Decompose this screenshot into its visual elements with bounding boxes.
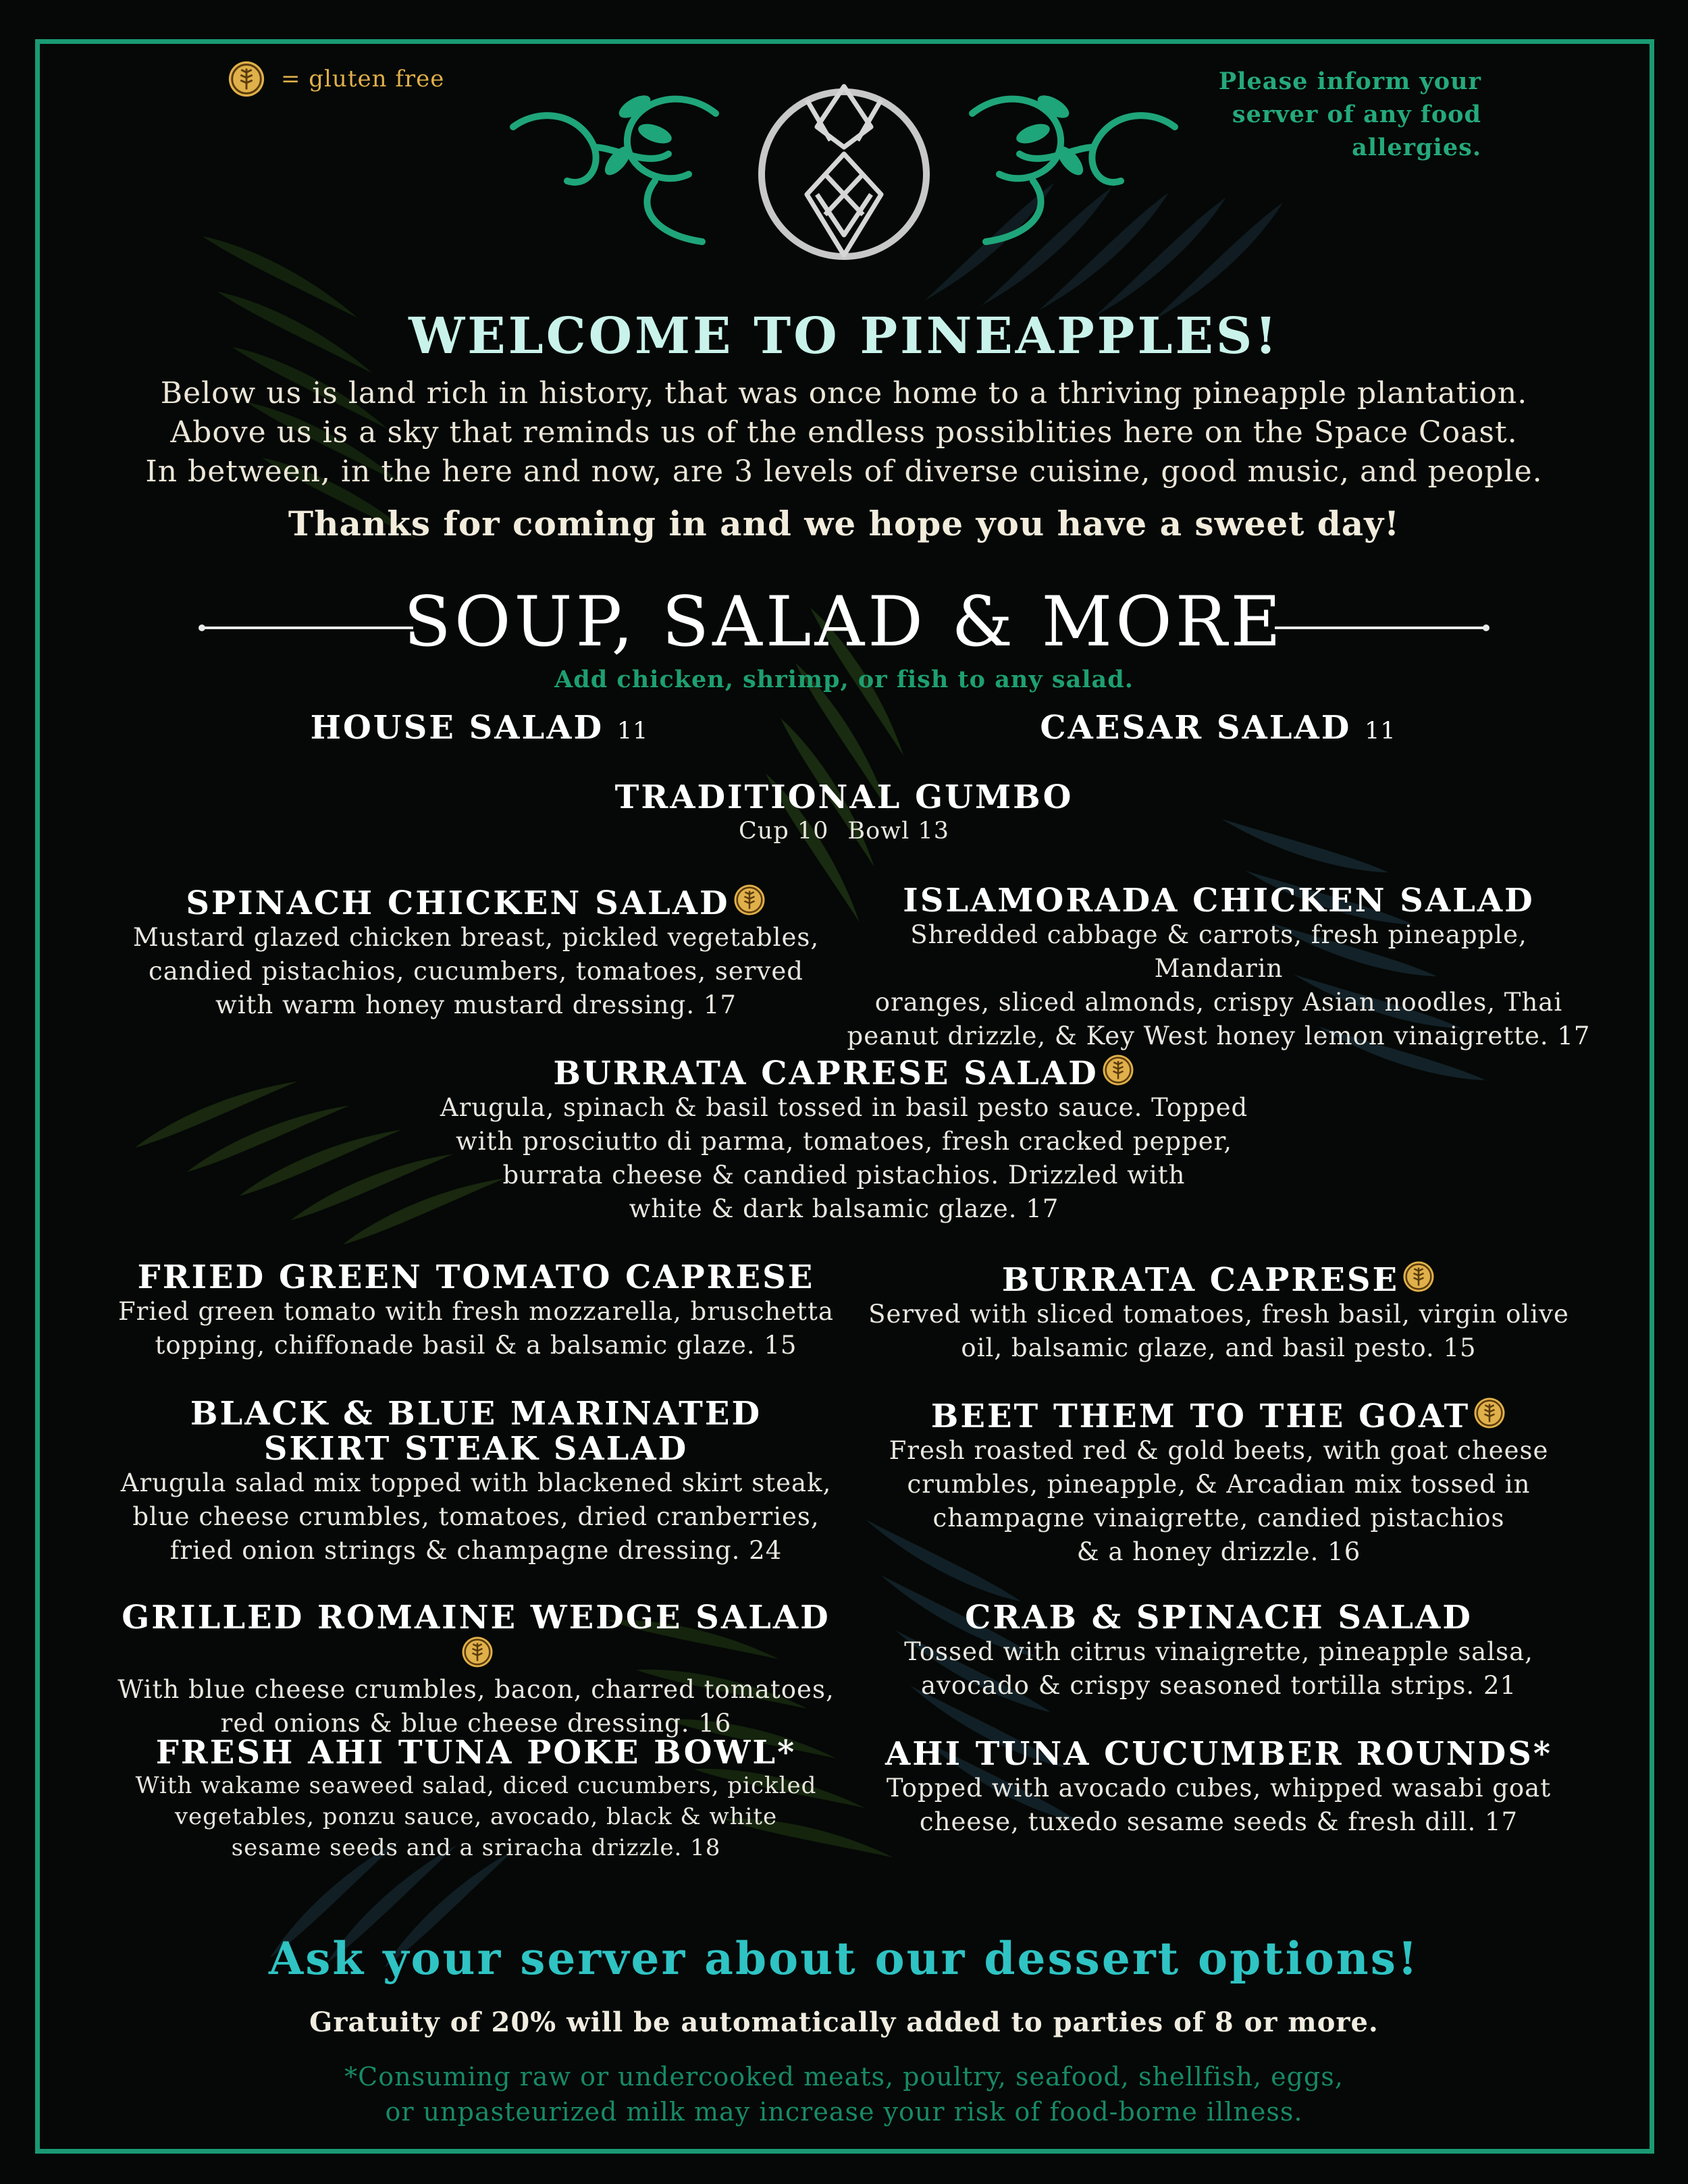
menu-item-spinach-chicken-salad: SPINACH CHICKEN SALAD Mustard glazed chicken breast, pickled vegetables, candied pistachios, cucumbers, tomatoes, served with warm honey mustard dressing. 17: [132, 884, 820, 1019]
section-subtitle: Add chicken, shrimp, or fish to any salad.: [554, 666, 1134, 693]
menu-item-gumbo: TRADITIONAL GUMBO Cup 10 Bowl 13: [614, 778, 1074, 845]
wheat-badge-icon: [227, 59, 266, 99]
menu-item-fried-green-tomato-caprese: FRIED GREEN TOMATO CAPRESE Fried green tomato with fresh mozzarella, bruschetta topping, chiffonade basil & a balsamic glaze. 15: [118, 1258, 834, 1360]
menu-item-caesar-salad: CAESAR SALAD 11: [1040, 709, 1396, 747]
wheat-badge-icon: [1101, 1053, 1135, 1087]
wheat-badge-icon: [733, 883, 766, 917]
wheat-badge-icon: [460, 1635, 494, 1669]
menu-item-grilled-romaine-wedge-salad: GRILLED ROMAINE WEDGE SALAD With blue cheese crumbles, bacon, charred tomatoes, red onions & blue cheese dressing. 16: [117, 1599, 835, 1738]
menu-item-ahi-tuna-poke-bowl: FRESH AHI TUNA POKE BOWL* With wakame seaweed salad, diced cucumbers, pickled vegetables, ponzu sauce, avocado, black & white sesame seeds and a sriracha drizzle. 18: [135, 1734, 817, 1861]
menu-item-beet-them-to-the-goat: BEET THEM TO THE GOAT Fresh roasted red & gold beets, with goat cheese crumbles, pineapple, & Arcadian mix tossed in champagne vinaigrette, candied pistachios & a honey drizzle. 16: [889, 1397, 1549, 1566]
thanks-line: Thanks for coming in and we hope you have a sweet day!: [288, 504, 1400, 543]
wheat-badge-icon: [1402, 1260, 1435, 1294]
allergy-notice: Please inform your server of any food allergies.: [1218, 68, 1481, 161]
dessert-notice: Ask your server about our dessert options!: [269, 1932, 1419, 1985]
menu-item-house-salad: HOUSE SALAD 11: [310, 709, 649, 747]
menu-item-burrata-caprese: BURRATA CAPRESE Served with sliced tomatoes, fresh basil, virgin olive oil, balsamic glaze, and basil pesto. 15: [868, 1261, 1569, 1362]
consumption-warning: *Consuming raw or undercooked meats, poultry, seafood, shellfish, eggs, or unpasteurized milk may increase your risk of food-borne illness.: [344, 2062, 1344, 2127]
menu-item-ahi-tuna-cucumber-rounds: AHI TUNA CUCUMBER ROUNDS* Topped with avocado cubes, whipped wasabi goat cheese, tuxedo sesame seeds & fresh dill. 17: [885, 1735, 1552, 1836]
welcome-intro: Below us is land rich in history, that was once home to a thriving pineapple plantation. Above us is a sky that reminds us of the endless possiblities here on the Space Coast. In between, in the here and now, are 3 levels of diverse cuisine, good music, and people.: [145, 376, 1543, 489]
section-title: SOUP, SALAD & MORE: [404, 582, 1284, 662]
menu-item-burrata-caprese-salad: BURRATA CAPRESE SALAD Arugula, spinach & basil tossed in basil pesto sauce. Topped with prosciutto di parma, tomatoes, fresh cracked pepper, burrata cheese & candied pistachios. Drizzled with white & dark balsamic glaze. 17: [440, 1055, 1248, 1223]
menu-item-crab-spinach-salad: CRAB & SPINACH SALAD Tossed with citrus vinaigrette, pineapple salsa, avocado & crispy seasoned tortilla strips. 21: [904, 1599, 1533, 1700]
welcome-title: WELCOME TO PINEAPPLES!: [408, 307, 1280, 365]
wheat-badge-icon: [1473, 1396, 1506, 1430]
gratuity-notice: Gratuity of 20% will be automatically added to parties of 8 or more.: [309, 2006, 1379, 2038]
menu-item-islamorada-chicken-salad: ISLAMORADA CHICKEN SALAD Shredded cabbage & carrots, fresh pineapple, Mandarin oranges, sliced almonds, crispy Asian noodles, Thai peanut drizzle, & Key West honey lemon vinaigrette. 17: [847, 882, 1591, 1050]
gluten-free-legend: = gluten free: [227, 59, 444, 99]
pineapple-logo-icon: [500, 73, 1188, 275]
menu-item-black-blue-steak-salad: BLACK & BLUE MARINATED SKIRT STEAK SALAD Arugula salad mix topped with blackened skirt steak, blue cheese crumbles, tomatoes, dried cranberries, fried onion strings & champagne dressing. 24: [120, 1395, 832, 1565]
